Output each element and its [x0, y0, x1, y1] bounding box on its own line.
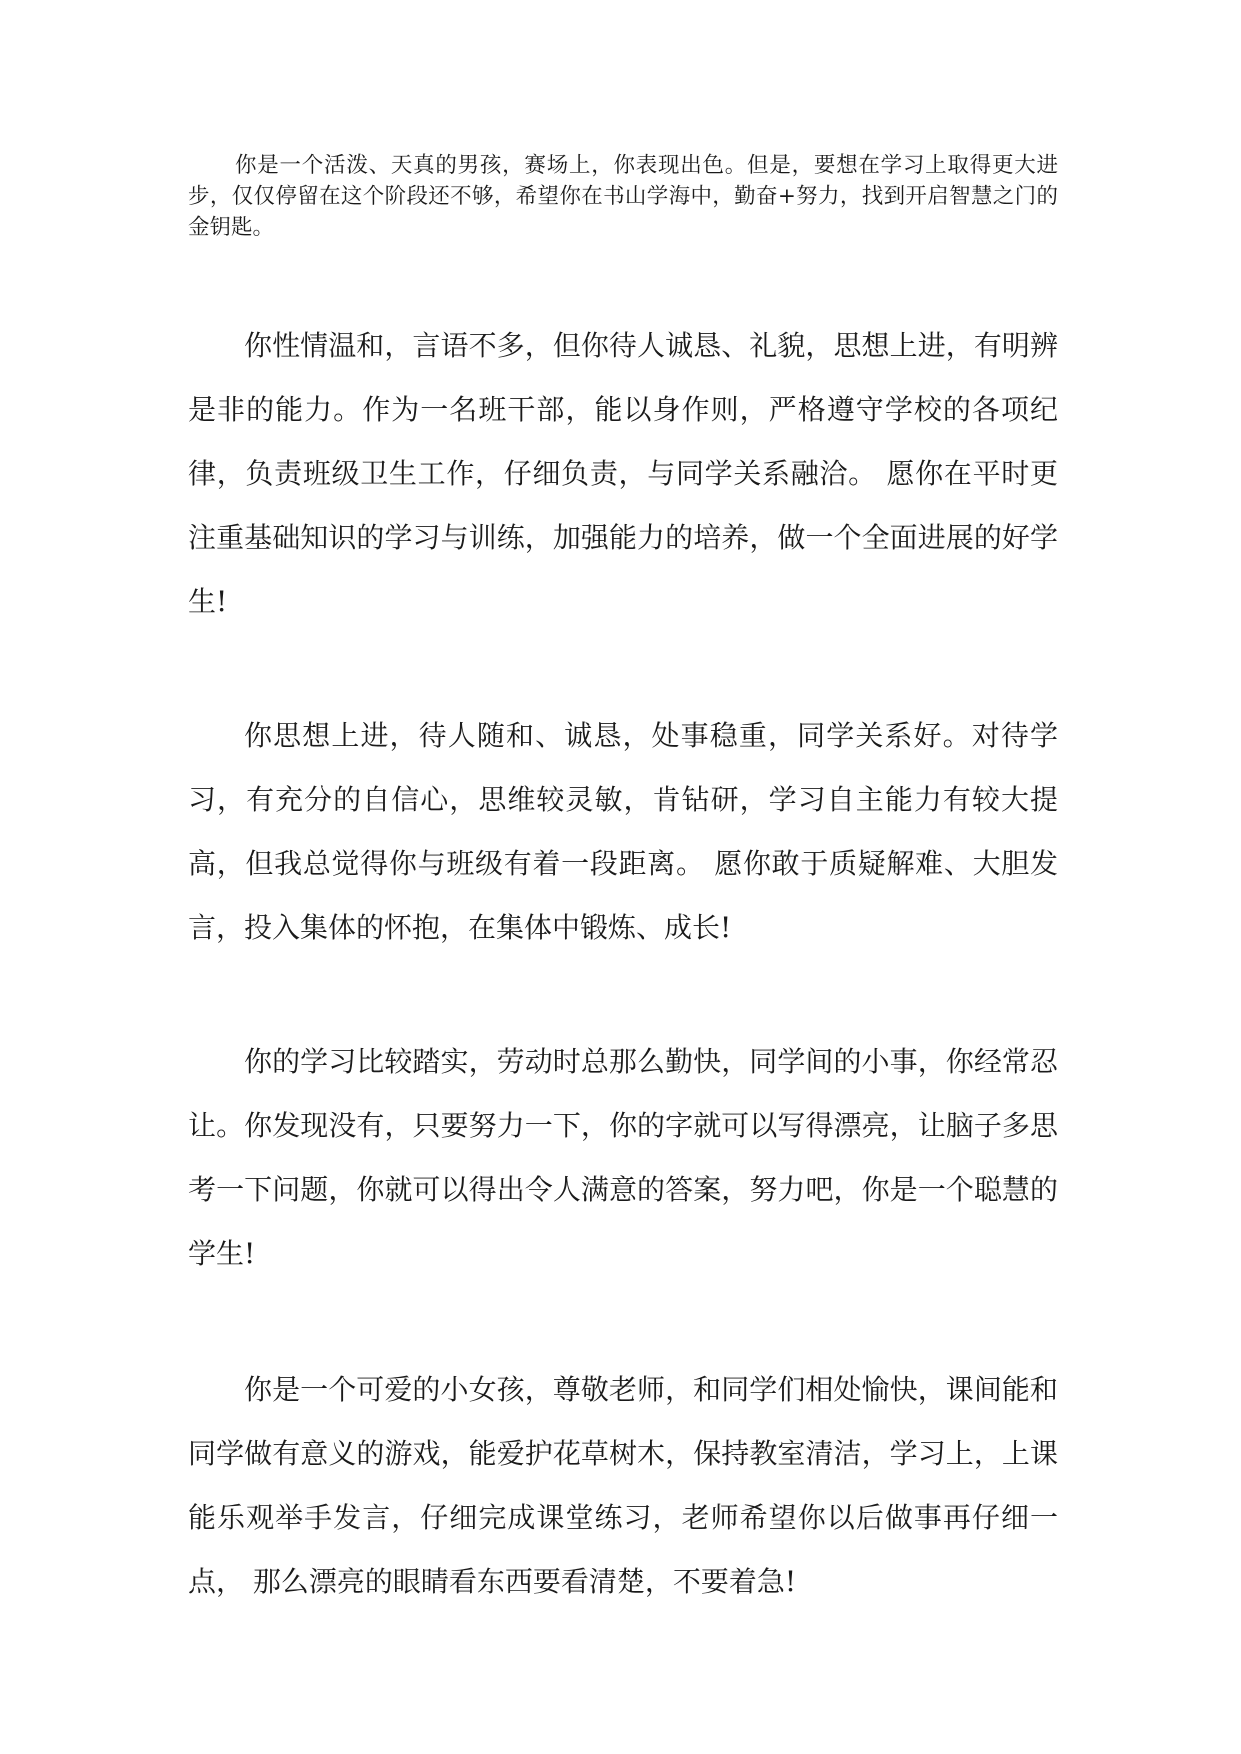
comment-paragraph-5: 你是一个可爱的小女孩，尊敬老师，和同学们相处愉快，课间能和同学做有意义的游戏，能爱护花草树木，保持教室清洁，学习上，上课能乐观举手发言，仔细完成课堂练习，老师希望你以后做事再仔细一点， 那么漂亮的眼睛看东西要看清楚，不要着急!: [188, 1373, 1058, 1598]
comment-paragraph-1: 你是一个活泼、天真的男孩，赛场上，你表现出色。但是，要想在学习上取得更大进步，仅仅停留在这个阶段还不够，希望你在书山学海中，勤奋+努力，找到开启智慧之门的金钥匙。: [188, 153, 1058, 240]
comment-paragraph-3: 你思想上进，待人随和、诚恳，处事稳重，同学关系好。对待学习，有充分的自信心，思维较灵敏，肯钻研，学习自主能力有较大提高，但我总觉得你与班级有着一段距离。 愿你敢于质疑解难、大胆发言，投入集体的怀抱，在集体中锻炼、成长!: [188, 719, 1058, 944]
comment-paragraph-4: 你的学习比较踏实，劳动时总那么勤快，同学间的小事，你经常忍让。你发现没有，只要努力一下，你的字就可以写得漂亮，让脑子多思考一下问题，你就可以得出令人满意的答案，努力吧，你是一个聪慧的学生!: [188, 1045, 1058, 1270]
comment-paragraph-2: 你性情温和，言语不多，但你待人诚恳、礼貌，思想上进，有明辨是非的能力。作为一名班干部，能以身作则，严格遵守学校的各项纪律，负责班级卫生工作，仔细负责，与同学关系融洽。 愿你在平时更注重基础知识的学习与训练，加强能力的培养，做一个全面进展的好学生!: [188, 329, 1058, 618]
